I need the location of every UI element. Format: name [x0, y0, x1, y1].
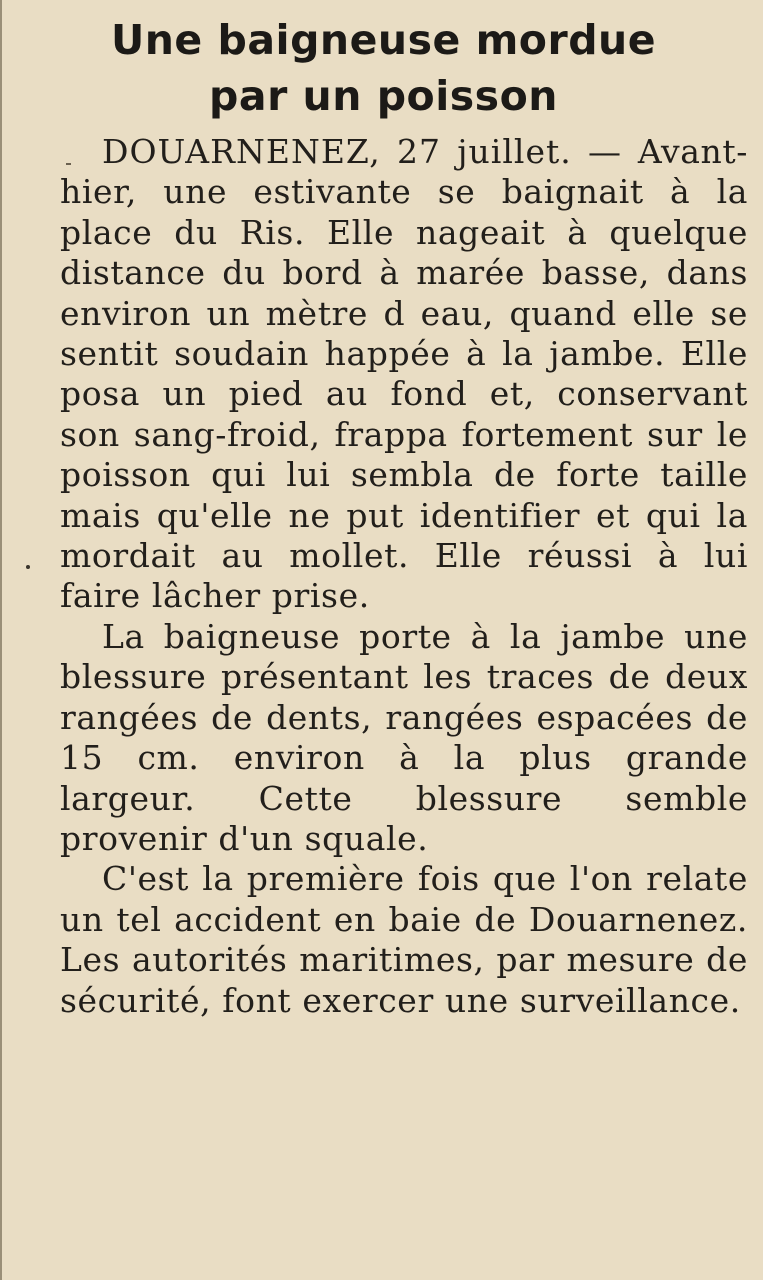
dateline: DOUARNENEZ, 27 juillet. —: [102, 132, 623, 171]
article-paragraph-3: C'est la première fois que l'on relate un tel accident en baie de Douarnenez. Les autorités maritimes, par mesure de sécurité, font exercer une surveillance.: [60, 859, 748, 1020]
paragraph-1-text: Avant-hier, une estivante se baignait à la place du Ris. Elle nageait à quelque distance du bord à marée basse, dans environ un mètre d eau, quand elle se sentit soudain happée à la jambe. Elle posa un pied au fond et, conservant son sang-froid, frappa fortement sur le poisson qui lui sembla de forte taille mais qu'elle ne put identifier et qui la mordait au mollet. Elle réussi à lui faire lâcher prise.: [60, 132, 748, 616]
headline-line-2: par un poisson: [209, 72, 558, 120]
paper-speck: [26, 565, 30, 569]
headline-line-1: Une baigneuse mordue: [110, 16, 657, 64]
article-paragraph-2: La baigneuse porte à la jambe une blessure présentant les traces de deux rangées de dents, rangées espacées de 15 cm. environ à la plus grande largeur. Cette blessure semble provenir d'un squale.: [60, 616, 748, 858]
article-paragraph-1: [60, 132, 748, 617]
article-body: [60, 132, 748, 1021]
